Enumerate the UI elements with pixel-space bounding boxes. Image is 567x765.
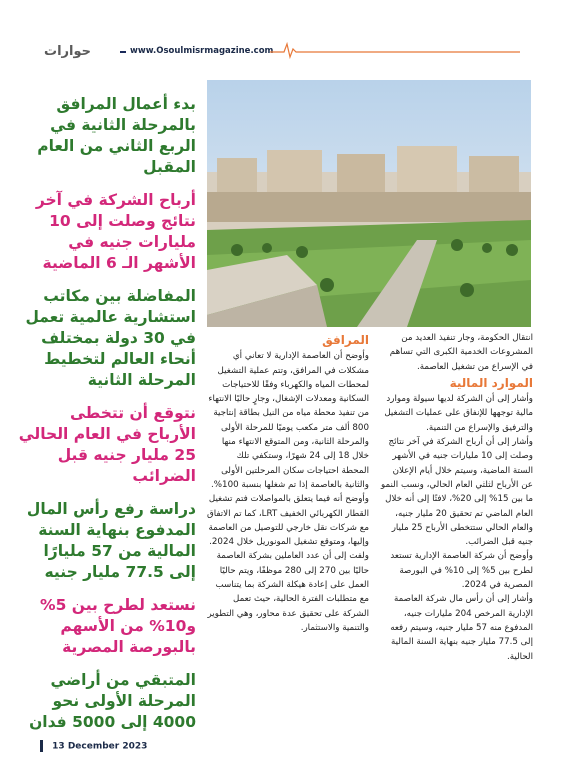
intro-paragraph: انتقال الحكومة، وجار تنفيذ العديد من المشروعات الخدمية الكبرى التي تساهم في الإسراع من تشغيل العاصمة. <box>389 333 533 372</box>
highlights-sidebar <box>16 94 196 745</box>
section-heading: المرافق <box>322 333 369 347</box>
highlight-item: المتبقي من أراضي المرحلة الأولى نحو 4000 إلى 5000 فدان <box>29 671 196 731</box>
body-paragraph: وأشار إلى أن رأس مال شركة العاصمة الإدارية المرخص 204 مليارات جنيه، المدفوع منه 57 مليار جنيه، وسيتم رفعه إلى 77.5 مليار جنيه بنهاية السنة المالية الحالية. <box>390 594 533 662</box>
section-title: حوارات <box>44 44 91 59</box>
footer-marker <box>40 740 43 752</box>
capital-photo <box>207 80 531 327</box>
body-paragraph: وأشار إلى أن أرباح الشركة في آخر نتائج وصلت إلى 10 مليارات جنيه في الأشهر الستة الماضية، وسيتم خلال أيام الإعلان عن الأرباح لثلثي العام الحالي، ونسب النمو ما بين 15% إلى 20%، لافتًا إلى أنه خلال العام الماضي تم تحقيق 20 مليار جنيه، والعام الحالي ستتخطى الأرباح 25 مليار جنيه قبل الضرائب. <box>381 437 533 548</box>
body-paragraph: وأوضح أنه فيما يتعلق بالمواصلات فتم تشغيل القطار الكهربائي الخفيف LRT، كما تم الاتفاق مع شركات نقل خارجي للتوصيل من العاصمة وإليها، ومتوقع تشغيل المونوريل خلال 2024. <box>206 494 369 548</box>
page-header <box>0 0 567 70</box>
body-paragraph: وأوضح أن العاصمة الإدارية لا تعاني أي مشكلات في المرافق، وتتم عملية التشغيل لمحطات المياه والكهرباء وفقًا للاحتياجات السكانية ومعدلات الإشغال، وجارٍ حاليًا الانتهاء من تنفيذ محطة مياه من النيل بطاقة إنتاجية 800 ألف متر مكعب يوميًا للمرحلة الأولى والمرحلة الثانية، ومن المتوقع الانتهاء منها خلال 18 إلى 24 شهرًا، وستكفي تلك المحطة احتياجات سكان المرحلتين الأولى والثانية بالعاصمة إذا تم شغلها بنسبة 100%. <box>208 351 369 490</box>
highlight-item: أرباح الشركة في آخر نتائج وصلت إلى 10 مليارات جنيه في الأشهر الـ 6 الماضية <box>35 191 196 272</box>
page-footer <box>40 740 147 752</box>
highlight-item: نستعد لطرح بين 5% و10% من الأسهم بالبورصة المصرية <box>40 596 196 656</box>
magazine-url: www.Osoulmisrmagazine.com <box>130 46 274 56</box>
highlight-item: بدء أعمال المرافق بالمرحلة الثانية في الربع الثاني من العام المقبل <box>37 95 196 176</box>
pulse-line-icon <box>270 40 520 60</box>
url-marker <box>120 51 126 53</box>
page-number: 13 <box>52 741 65 752</box>
body-paragraph: وأوضح أن شركة العاصمة الإدارية تستعد لطرح بين 5% إلى 10% في البورصة المصرية في 2024. <box>390 551 533 591</box>
highlight-item: المفاضلة بين مكاتب استشارية عالمية تعمل في 30 دولة بمختلف أنحاء العالم لتخطيط المرحلة الثانية <box>25 287 196 389</box>
section-heading: الموارد المالية <box>449 375 533 390</box>
body-paragraph: ولفت إلى أن عدد العاملين بشركة العاصمة حاليًا بين 270 إلى 280 موظفًا، ويتم حاليًا العمل على إعادة هيكلة الشركة بما يتناسب مع متطلبات الفترة الحالية، حيث تعمل الشركة على تحقيق عدة محاور، وهي التطوير والتنمية والاستثمار. <box>207 551 369 633</box>
issue-date: December 2023 <box>67 741 148 752</box>
highlight-item: دراسة رفع رأس المال المدفوع بنهاية السنة المالية من 57 مليارًا إلى 77.5 مليار جنيه <box>26 500 196 581</box>
body-paragraph: وأشار إلى أن الشركة لديها سيولة وموارد مالية توجهها للإنفاق على عمليات التشغيل والترفيق والإسراع من التنمية. <box>384 394 533 433</box>
article-column-left <box>207 331 369 635</box>
highlight-item: نتوقع أن تتخطى الأرباح في العام الحالي 25 مليار جنيه قبل الضرائب <box>18 404 196 485</box>
article-column-right <box>381 331 533 664</box>
